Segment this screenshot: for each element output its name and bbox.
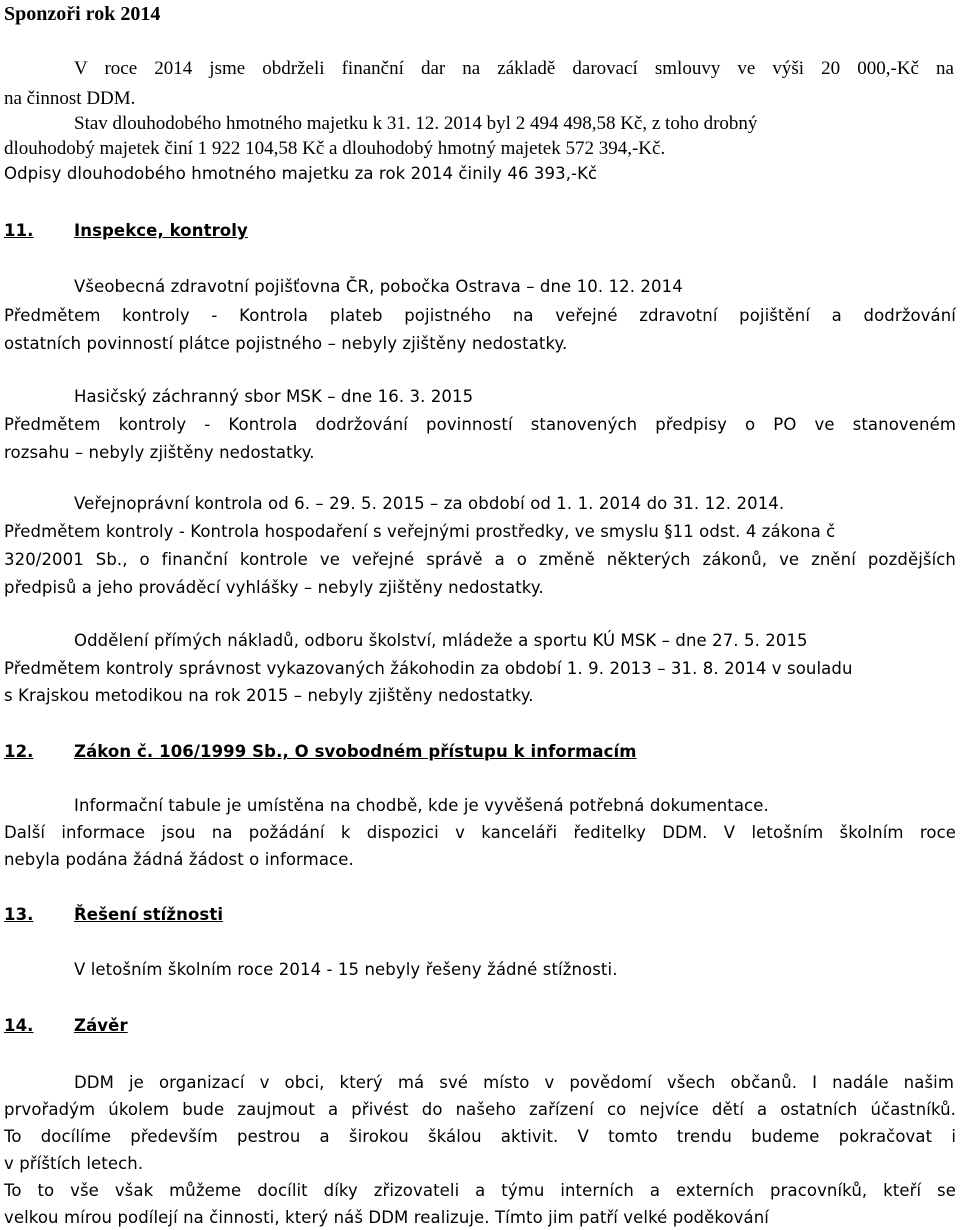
section-14-heading — [4, 1014, 956, 1038]
foi-text: Další informace jsou na požádání k dispozici v kanceláři ředitelky DDM. V letošním školním roce — [4, 823, 956, 842]
inspection-text: Předmětem kontroly správnost vykazovaných žákohodin za období 1. 9. 2013 – 31. 8. 2014 v souladu — [4, 659, 853, 678]
sponsors-heading: Sponzoři rok 2014 — [4, 3, 161, 25]
complaints-text: V letošním školním roce 2014 - 15 nebyly řešeny žádné stížnosti. — [74, 960, 618, 979]
inspection-text: s Krajskou metodikou na rok 2015 – nebyly zjištěny nedostatky. — [4, 686, 534, 705]
section-title: Závěr — [74, 1016, 128, 1035]
inspection-text: ostatních povinností plátce pojistného – nebyly zjištěny nedostatky. — [4, 334, 568, 353]
section-title: Zákon č. 106/1999 Sb., O svobodném přístupu k informacím — [74, 742, 637, 761]
inspection-vpk-title: Veřejnoprávní kontrola od 6. – 29. 5. 2015 – za období od 1. 1. 2014 do 31. 12. 2014. — [74, 494, 785, 513]
assets-line: dlouhodobý majetek činí 1 922 104,58 Kč a dlouhodobý hmotný majetek 572 394,-Kč. — [4, 138, 666, 159]
assets-line: Stav dlouhodobého hmotného majetku k 31. 12. 2014 byl 2 494 498,58 Kč, z toho drobný — [74, 113, 758, 134]
conclusion-text: To docílíme především pestrou a širokou škálou aktivit. V tomto trendu budeme pokračovat i — [4, 1127, 956, 1146]
inspection-text: 320/2001 Sb., o finanční kontrole ve veřejné správě a o změně některých zákonů, ve znění pozdějších — [4, 550, 956, 569]
inspection-text: Předmětem kontroly - Kontrola hospodaření s veřejnými prostředky, ve smyslu §11 odst. 4 zákona č — [4, 522, 836, 541]
sponsors-line: na činnost DDM. — [4, 88, 136, 109]
inspection-text: Předmětem kontroly - Kontrola plateb pojistného na veřejné zdravotní pojištění a dodržování — [4, 306, 956, 325]
section-12-heading — [4, 740, 956, 764]
section-number: 14. — [4, 1016, 34, 1035]
inspection-text: předpisů a jeho prováděcí vyhlášky – nebyly zjištěny nedostatky. — [4, 578, 544, 597]
depreciation-line: Odpisy dlouhodobého hmotného majetku za rok 2014 činily 46 393,-Kč — [4, 164, 598, 183]
inspection-ku-title: Oddělení přímých nákladů, odboru školství, mládeže a sportu KÚ MSK – dne 27. 5. 2015 — [74, 631, 808, 650]
conclusion-text: velkou mírou podílejí na činnosti, který náš DDM realizuje. Tímto jim patří velké poděkování — [4, 1208, 769, 1227]
sponsors-line: V roce 2014 jsme obdrželi finanční dar na základě darovací smlouvy ve výši 20 000,-Kč na — [74, 58, 954, 79]
section-number: 13. — [4, 905, 34, 924]
conclusion-text: DDM je organizací v obci, který má své místo v povědomí všech občanů. I nadále našim — [74, 1073, 954, 1092]
inspection-vzp-title: Všeobecná zdravotní pojišťovna ČR, pobočka Ostrava – dne 10. 12. 2014 — [74, 277, 683, 296]
foi-text: Informační tabule je umístěna na chodbě, kde je vyvěšená potřebná dokumentace. — [74, 796, 769, 815]
conclusion-text: To to vše však můžeme docílit díky zřizovateli a týmu interních a externích pracovníků, kteří se — [4, 1181, 956, 1200]
conclusion-text: v příštích letech. — [4, 1154, 144, 1173]
section-number: 12. — [4, 742, 34, 761]
conclusion-text: prvořadým úkolem bude zaujmout a přivést do našeho zařízení co nejvíce dětí a ostatních účastníků. — [4, 1100, 956, 1119]
section-title: Řešení stížnosti — [74, 905, 224, 924]
section-13-heading — [4, 903, 956, 927]
inspection-hzs-title: Hasičský záchranný sbor MSK – dne 16. 3. 2015 — [74, 387, 474, 406]
section-number: 11. — [4, 221, 34, 240]
section-11-heading — [4, 219, 956, 243]
section-title: Inspekce, kontroly — [74, 221, 248, 240]
inspection-text: rozsahu – nebyly zjištěny nedostatky. — [4, 443, 315, 462]
inspection-text: Předmětem kontroly - Kontrola dodržování povinností stanovených předpisy o PO ve stanoveném — [4, 415, 956, 434]
foi-text: nebyla podána žádná žádost o informace. — [4, 850, 354, 869]
